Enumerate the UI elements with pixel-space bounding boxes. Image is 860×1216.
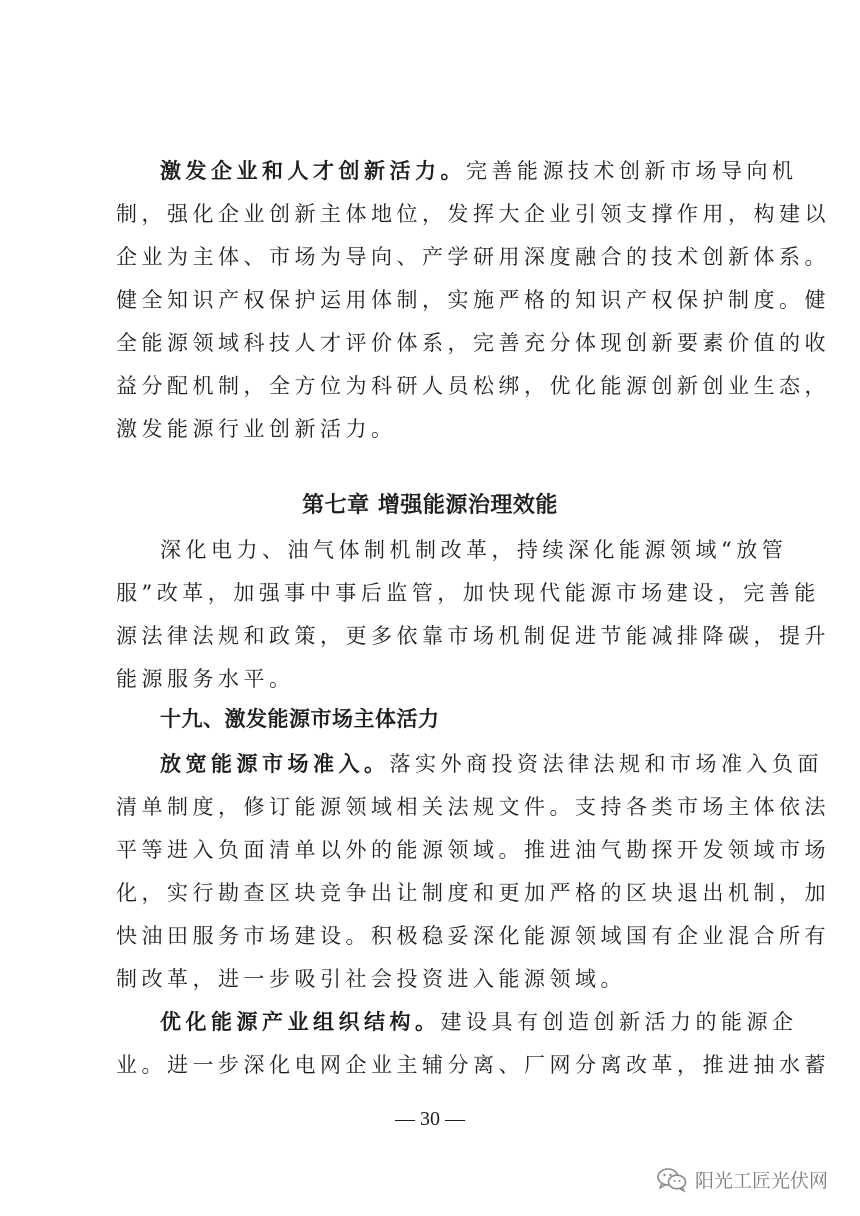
paragraph-1-line-7: 激发能源行业创新活力。: [116, 417, 397, 441]
paragraph-3-line-4: 化，实行勘查区块竞争出让制度和更加严格的区块退出机制，加: [116, 881, 830, 905]
paragraph-2-text: 深化电力、油气体制机制改革，持续深化能源领域“放管: [160, 538, 788, 562]
paragraph-3-line-3: 平等进入负面清单以外的能源领域。推进油气勘探开发领域市场: [116, 838, 830, 862]
paragraph-1-line-1: [116, 151, 798, 191]
page-number: — 30 —: [395, 1108, 465, 1130]
paragraph-1-line-5: 全能源领域科技人才评价体系，完善充分体现创新要素价值的收: [116, 331, 830, 355]
paragraph-3-line-6: 制改革，进一步吸引社会投资进入能源领域。: [116, 967, 626, 991]
paragraph-4-line-1: [116, 1002, 798, 1042]
paragraph-1-line-6: 益分配机制，全方位为科研人员松绑，优化能源创新创业生态，: [116, 374, 830, 398]
section-title: 十九、激发能源市场主体活力: [160, 707, 440, 731]
paragraph-1-text: 完善能源技术创新市场导向机: [466, 159, 798, 183]
paragraph-3-line-5: 快油田服务市场建设。积极稳妥深化能源领域国有企业混合所有: [116, 924, 830, 948]
paragraph-3-lead: 放宽能源市场准入。: [160, 751, 390, 776]
paragraph-1-lead: 激发企业和人才创新活力。: [160, 158, 466, 183]
watermark-text: 阳光工匠光伏网: [694, 1170, 828, 1192]
paragraph-2-line-1: [116, 530, 788, 570]
paragraph-2-line-2: 服”改革，加强事中事后监管，加快现代能源市场建设，完善能: [116, 581, 820, 605]
paragraph-1-line-3: 企业为主体、市场为导向、产学研用深度融合的技术创新体系。: [116, 245, 830, 269]
paragraph-2-line-3: 源法律法规和政策，更多依靠市场机制促进节能减排降碳，提升: [116, 624, 830, 648]
paragraph-4-line-2: 业。进一步深化电网企业主辅分离、厂网分离改革，推进抽水蓄: [116, 1053, 830, 1077]
paragraph-3-line-1: [116, 744, 823, 784]
paragraph-4-lead: 优化能源产业组织结构。: [160, 1009, 441, 1034]
paragraph-1-line-2: 制，强化企业创新主体地位，发挥大企业引领支撑作用，构建以: [116, 202, 830, 226]
wechat-icon: [657, 1167, 687, 1193]
paragraph-3-line-2: 清单制度，修订能源领域相关法规文件。支持各类市场主体依法: [116, 795, 830, 819]
paragraph-1-line-4: 健全知识产权保护运用体制，实施严格的知识产权保护制度。健: [116, 288, 830, 312]
paragraph-2-line-4: 能源服务水平。: [116, 667, 295, 691]
watermark: [657, 1166, 828, 1193]
chapter-title: 第七章 增强能源治理效能: [302, 493, 558, 518]
paragraph-3-text: 落实外商投资法律法规和市场准入负面: [389, 752, 823, 776]
paragraph-4-text: 建设具有创造创新活力的能源企: [440, 1010, 798, 1034]
